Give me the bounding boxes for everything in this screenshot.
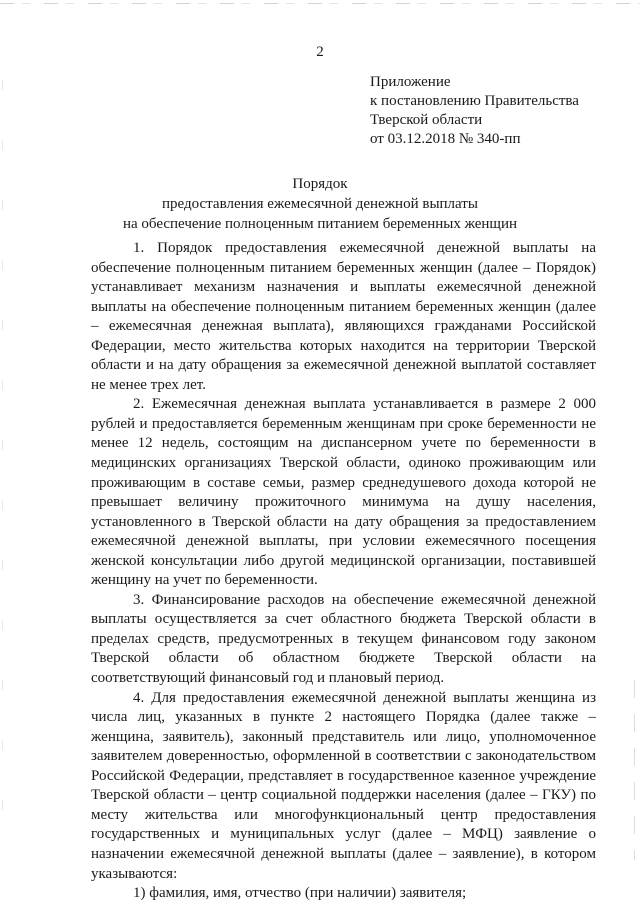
scan-edge-right xyxy=(634,680,635,860)
paragraph-1: 1. Порядок предоставления ежемесячной денежной выплаты на обеспечение полноценным питанием беременных женщин (далее – Порядок) устанавливает механизм назначения и выплаты ежемесячной денежной выплаты на обеспечение полноценным питанием беременных женщин (далее – ежемесячная денежная выплата), являющихся гражданами Российской Федерации, место жительства которых находится на территории Тверской области и на дату обращения за ежемесячной денежной выплатой составляет не менее трех лет. xyxy=(91,240,596,393)
appendix-line: Приложение xyxy=(370,74,451,90)
document-title xyxy=(0,174,640,234)
scan-edge-top xyxy=(0,3,640,4)
title-line: предоставления ежемесячной денежной выплаты xyxy=(162,196,478,212)
appendix-block xyxy=(370,73,579,149)
paragraph-4-item-1: 1) фамилия, имя, отчество (при наличии) заявителя; xyxy=(133,885,467,902)
appendix-date-line: от 03.12.2018 № 340-пп xyxy=(370,131,521,147)
appendix-line: к постановлению Правительства xyxy=(370,93,579,109)
title-line: на обеспечение полноценным питанием беременных женщин xyxy=(122,216,518,232)
page-number: 2 xyxy=(316,44,324,60)
paragraph-4: 4. Для предоставления ежемесячной денежной выплаты женщина из числа лиц, указанных в пункте 2 настоящего Порядка (далее также – женщина, заявитель), законный представитель или лицо, уполномоченное заявителем доверенностью, оформленной в соответствии с законодательством Российской Федерации, представляет в государственное казенное учреждение Тверской области – центр социальной поддержки населения (далее – ГКУ) по месту жительства или многофункциональный центр предоставления государственных и муниципальных услуг (далее – МФЦ) заявление о назначении ежемесячной денежной выплаты (далее – заявление), в котором указываются: xyxy=(91,689,596,882)
document-body xyxy=(91,239,596,904)
paragraph-3: 3. Финансирование расходов на обеспечение ежемесячной денежной выплаты осуществляется за счет областного бюджета Тверской области в пределах средств, предусмотренных в текущем финансовом году законом Тверской области об областном бюджете Тверской области на соответствующий финансовый год и плановый период. xyxy=(91,591,596,687)
title-line: Порядок xyxy=(292,176,348,192)
paragraph-2: 2. Ежемесячная денежная выплата устанавливается в размере 2 000 рублей и предоставляется беременным женщинам при сроке беременности не менее 12 недель, состоящим на диспансерном учете по беременности в медицинских организациях Тверской области, одиноко проживающим или проживающим в составе семьи, размер среднедушевого дохода которой не превышает величину прожиточного минимума на душу населения, установленного в Тверской области на дату обращения за предоставлением ежемесячной денежной выплаты, при условии ежемесячного посещения женской консультации либо другой медицинской организации, поставившей женщину на учет по беременности. xyxy=(91,396,596,589)
appendix-line: Тверской области xyxy=(370,112,483,128)
